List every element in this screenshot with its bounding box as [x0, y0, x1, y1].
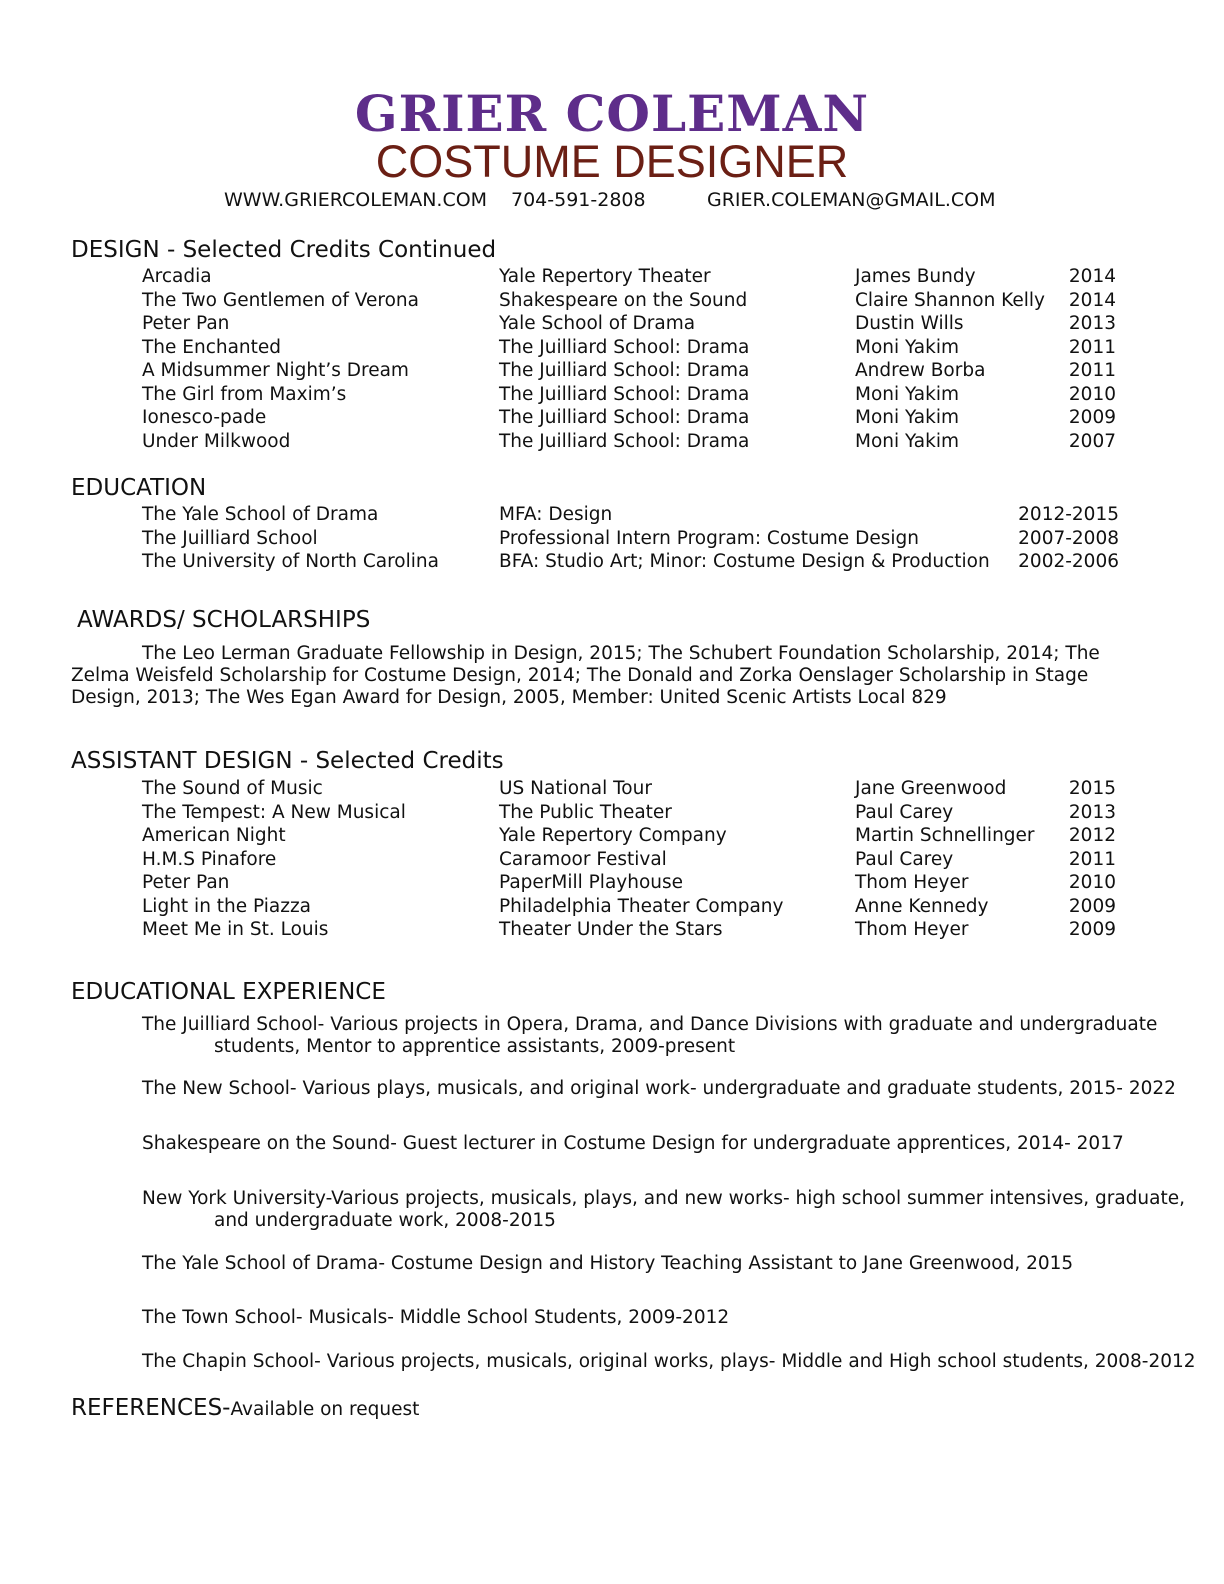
cell-designer: Paul Carey: [855, 848, 954, 870]
table-row: [0, 527, 1224, 551]
experience-item: Shakespeare on the Sound- Guest lecturer in Costume Design for undergraduate apprentices, 2014- 2017: [142, 1133, 1124, 1154]
resume-name: GRIER COLEMAN: [354, 84, 870, 143]
cell-show: The Girl from Maxim’s: [142, 383, 347, 405]
cell-designer: Thom Heyer: [855, 919, 969, 940]
cell-year: 2009: [1068, 407, 1116, 428]
cell-degree: BFA: Studio Art; Minor: Costume Design & Production: [499, 551, 990, 572]
cell-director: Andrew Borba: [855, 360, 986, 381]
cell-year: 2013: [1068, 801, 1116, 823]
table-row: [0, 824, 1224, 848]
education-heading: EDUCATION: [71, 475, 207, 501]
table-row: [0, 336, 1224, 360]
table-row: [0, 383, 1224, 407]
phone-number: 704-591-2808: [511, 189, 646, 211]
cell-year: 2009: [1068, 895, 1116, 917]
cell-year: 2009: [1068, 919, 1116, 940]
cell-director: James Bundy: [855, 266, 976, 287]
cell-years: 2012-2015: [1018, 504, 1119, 525]
cell-venue: Yale Repertory Company: [499, 825, 727, 846]
design-credits: [0, 265, 1224, 453]
cell-venue: US National Tour: [499, 778, 652, 799]
cell-venue: The Juilliard School: Drama: [499, 383, 750, 405]
cell-year: 2011: [1068, 336, 1116, 358]
cell-show: American Night: [142, 825, 286, 846]
table-row: [0, 503, 1224, 527]
cell-designer: Anne Kennedy: [855, 895, 989, 917]
cell-years: 2002-2006: [1018, 551, 1119, 572]
table-row: [0, 801, 1224, 825]
cell-year: 2011: [1068, 360, 1116, 381]
cell-show: The Two Gentlemen of Verona: [142, 289, 419, 311]
cell-venue: The Juilliard School: Drama: [499, 360, 750, 381]
references-line: [71, 1394, 419, 1424]
cell-venue: The Juilliard School: Drama: [499, 430, 750, 452]
education-list: [0, 503, 1224, 574]
cell-year: 2012: [1068, 825, 1116, 846]
table-row: [0, 918, 1224, 942]
cell-show: Peter Pan: [142, 872, 230, 893]
cell-venue: Theater Under the Stars: [499, 919, 723, 940]
table-row: [0, 312, 1224, 336]
table-row: [0, 848, 1224, 872]
cell-year: 2010: [1068, 383, 1116, 405]
table-row: [0, 289, 1224, 313]
cell-venue: Caramoor Festival: [499, 848, 667, 870]
cell-show: A Midsummer Night’s Dream: [142, 360, 409, 381]
experience-heading: EDUCATIONAL EXPERIENCE: [71, 979, 386, 1005]
cell-venue: The Public Theater: [499, 801, 672, 823]
cell-years: 2007-2008: [1018, 527, 1119, 549]
table-row: [0, 777, 1224, 801]
assistant-heading: ASSISTANT DESIGN - Selected Credits: [71, 748, 504, 774]
cell-venue: Philadelphia Theater Company: [499, 895, 784, 917]
cell-year: 2014: [1068, 289, 1116, 311]
cell-show: Peter Pan: [142, 313, 230, 334]
cell-venue: Shakespeare on the Sound: [499, 289, 748, 311]
email-link[interactable]: GRIER.COLEMAN@GMAIL.COM: [707, 189, 996, 211]
cell-show: Meet Me in St. Louis: [142, 919, 329, 940]
cell-year: 2014: [1068, 266, 1116, 287]
cell-director: Dustin Wills: [855, 313, 964, 334]
contact-line: [0, 187, 1224, 213]
cell-director: Claire Shannon Kelly: [855, 289, 1045, 311]
cell-director: Moni Yakim: [855, 336, 959, 358]
resume-title: COSTUME DESIGNER: [375, 136, 849, 187]
cell-show: The Tempest: A New Musical: [142, 801, 406, 823]
table-row: [0, 871, 1224, 895]
cell-venue: Yale School of Drama: [499, 313, 696, 334]
cell-designer: Paul Carey: [855, 801, 954, 823]
experience-item: The New School- Various plays, musicals, and original work- undergraduate and graduate students, 2015- 2022: [142, 1078, 1176, 1099]
cell-degree: MFA: Design: [499, 504, 613, 525]
cell-venue: PaperMill Playhouse: [499, 872, 684, 893]
cell-show: The Sound of Music: [142, 778, 323, 799]
experience-item: The Chapin School- Various projects, musicals, original works, plays- Middle and High school students, 2008-2012: [142, 1351, 1196, 1372]
experience-item: The Juilliard School- Various projects in Opera, Drama, and Dance Divisions with graduate and undergraduate students, Mentor to apprentice assistants, 2009-present: [142, 1014, 1158, 1057]
cell-director: Moni Yakim: [855, 383, 959, 405]
cell-school: The Juilliard School: [142, 527, 318, 549]
experience-item: New York University-Various projects, musicals, plays, and new works- high school summer intensives, graduate, and undergraduate work, 2008-2015: [142, 1188, 1185, 1231]
cell-designer: Thom Heyer: [855, 872, 969, 893]
cell-year: 2011: [1068, 848, 1116, 870]
cell-director: Moni Yakim: [855, 430, 959, 452]
awards-text: The Leo Lerman Graduate Fellowship in Design, 2015; The Schubert Foundation Scholarship, 2014; The Zelma Weisfeld Scholarship for Costume Design, 2014; The Donald and Zorka Oenslager Scholarship in Stage Design, 2013; The Wes Egan Award for Design, 2005, Member: United Scenic Artists Local 829: [71, 643, 1100, 708]
table-row: [0, 550, 1224, 574]
cell-director: Moni Yakim: [855, 407, 959, 428]
experience-item: The Town School- Musicals- Middle School Students, 2009-2012: [142, 1307, 730, 1328]
awards-heading: AWARDS/ SCHOLARSHIPS: [77, 607, 371, 633]
cell-designer: Martin Schnellinger: [855, 825, 1035, 846]
design-heading: DESIGN - Selected Credits Continued: [71, 237, 497, 263]
assistant-credits: [0, 777, 1224, 942]
cell-year: 2015: [1068, 778, 1116, 799]
cell-show: Light in the Piazza: [142, 895, 312, 917]
cell-degree: Professional Intern Program: Costume Design: [499, 527, 919, 549]
cell-designer: Jane Greenwood: [855, 778, 1007, 799]
cell-show: Under Milkwood: [142, 430, 291, 452]
cell-venue: The Juilliard School: Drama: [499, 336, 750, 358]
references-heading: REFERENCES-: [71, 1395, 231, 1421]
table-row: [0, 359, 1224, 383]
cell-show: Arcadia: [142, 266, 212, 287]
references-text: Available on request: [230, 1399, 420, 1420]
cell-year: 2010: [1068, 872, 1116, 893]
cell-venue: Yale Repertory Theater: [499, 266, 711, 287]
experience-item: The Yale School of Drama- Costume Design and History Teaching Assistant to Jane Greenwood, 2015: [142, 1253, 1074, 1274]
table-row: [0, 406, 1224, 430]
cell-venue: The Juilliard School: Drama: [499, 407, 750, 428]
cell-school: The Yale School of Drama: [142, 504, 379, 525]
website-link[interactable]: WWW.GRIERCOLEMAN.COM: [224, 189, 488, 211]
table-row: [0, 895, 1224, 919]
cell-year: 2013: [1068, 313, 1116, 334]
cell-show: H.M.S Pinafore: [142, 848, 277, 870]
cell-show: Ionesco-pade: [142, 407, 267, 428]
cell-show: The Enchanted: [142, 336, 282, 358]
table-row: [0, 265, 1224, 289]
cell-year: 2007: [1068, 430, 1116, 452]
table-row: [0, 430, 1224, 454]
cell-school: The University of North Carolina: [142, 551, 439, 572]
